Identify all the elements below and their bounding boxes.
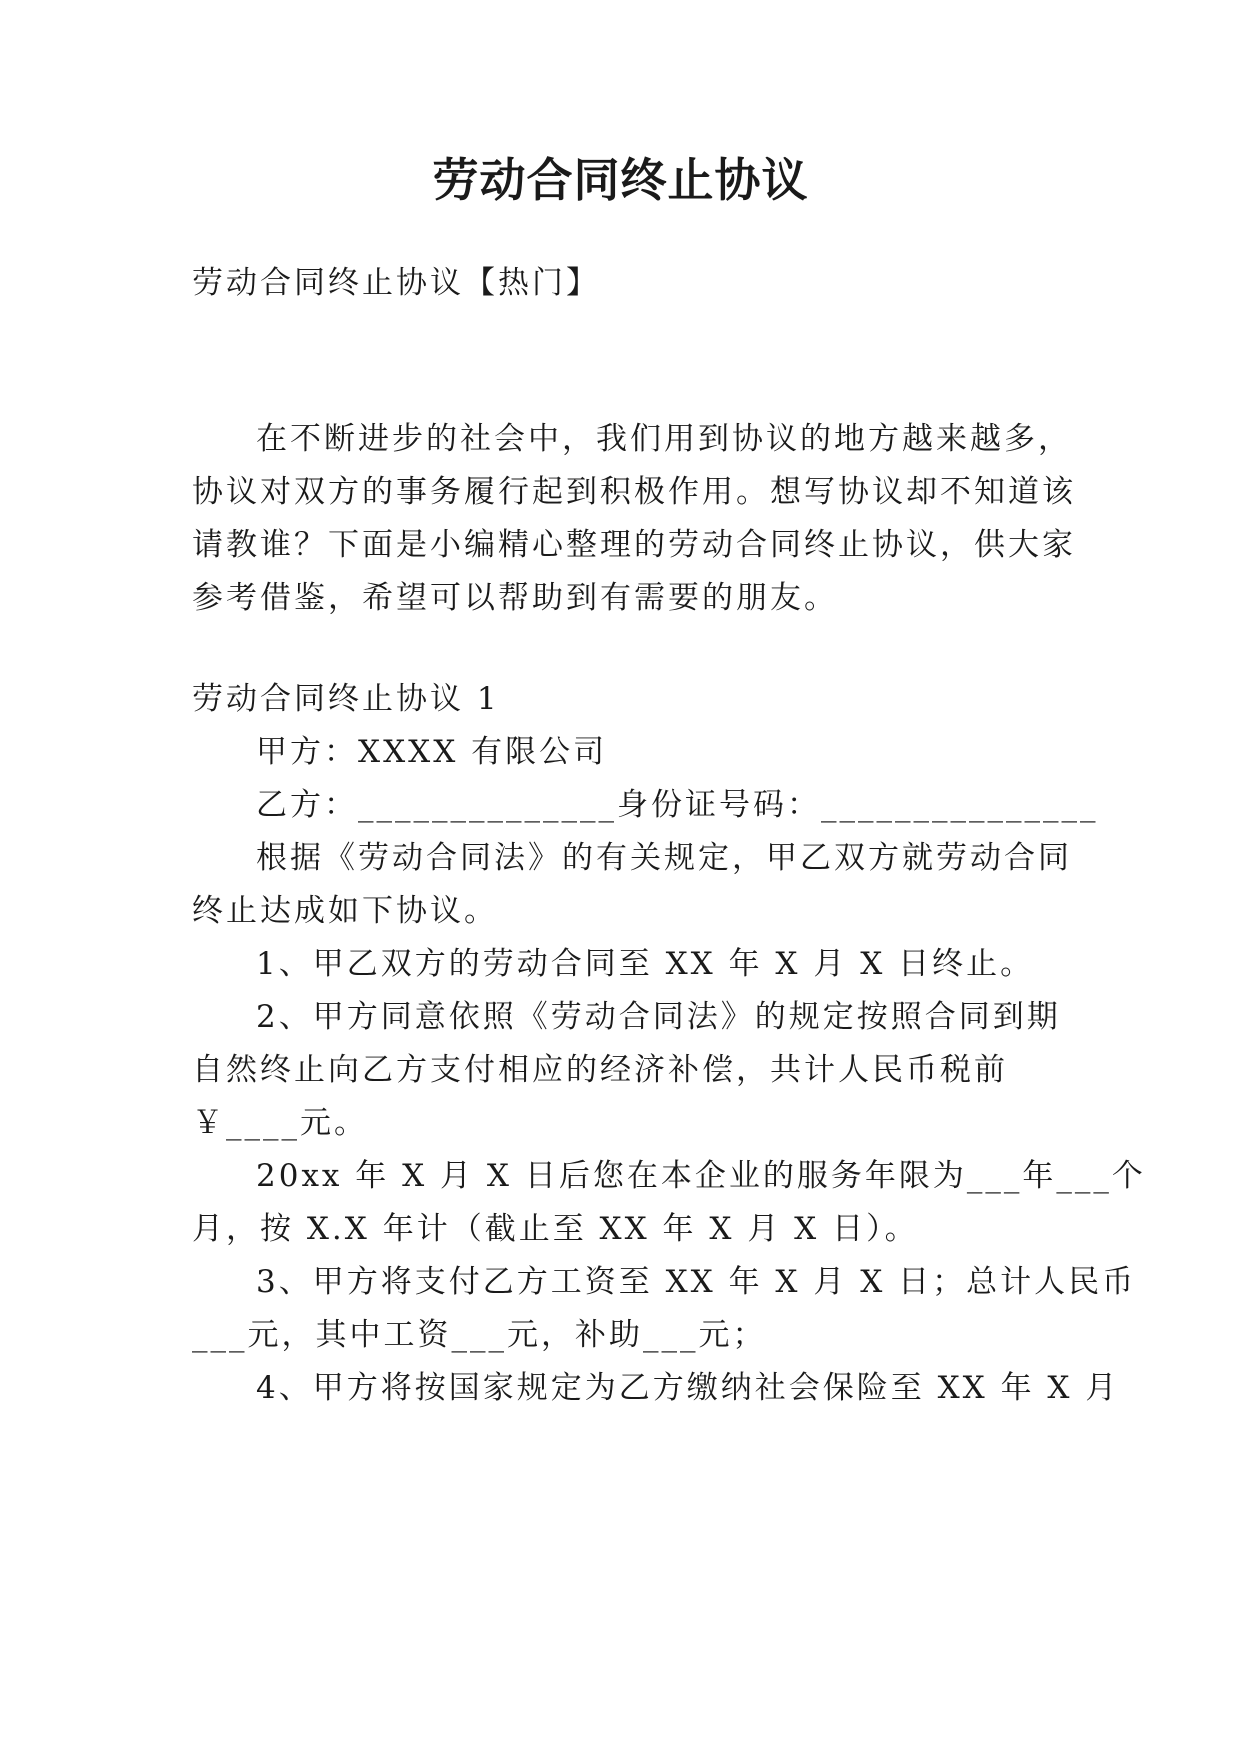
party-a: 甲方：XXXX 有限公司 — [256, 734, 608, 770]
document-title: 劳动合同终止协议 — [432, 153, 809, 207]
service-line-1: 20xx 年 X 月 X 日后您在本企业的服务年限为___年___个 — [256, 1158, 1146, 1194]
item-2-line-1: 2、甲方同意依照《劳动合同法》的规定按照合同到期 — [256, 999, 1061, 1035]
party-b: 乙方：______________身份证号码：_______________ — [256, 787, 1099, 823]
service-line-2: 月，按 X.X 年计（截止至 XX 年 X 月 X 日）。 — [192, 1211, 919, 1247]
item-3-line-2: ___元，其中工资___元，补助___元； — [192, 1317, 767, 1353]
intro-line-2: 协议对双方的事务履行起到积极作用。想写协议却不知道该 — [192, 474, 1076, 510]
item-2-line-3: ￥____元。 — [192, 1105, 368, 1141]
intro-line-3: 请教谁？下面是小编精心整理的劳动合同终止协议，供大家 — [192, 527, 1076, 563]
document-subtitle: 劳动合同终止协议【热门】 — [192, 265, 600, 301]
basis-line-2: 终止达成如下协议。 — [192, 893, 498, 929]
item-2-line-2: 自然终止向乙方支付相应的经济补偿，共计人民币税前 — [192, 1052, 1008, 1088]
intro-line-1: 在不断进步的社会中，我们用到协议的地方越来越多， — [256, 421, 1072, 457]
item-4-line-1: 4、甲方将按国家规定为乙方缴纳社会保险至 XX 年 X 月 — [256, 1370, 1120, 1406]
intro-line-4: 参考借鉴，希望可以帮助到有需要的朋友。 — [192, 580, 838, 616]
item-1: 1、甲乙双方的劳动合同至 XX 年 X 月 X 日终止。 — [256, 946, 1035, 982]
basis-line-1: 根据《劳动合同法》的有关规定，甲乙双方就劳动合同 — [256, 840, 1072, 876]
section-heading: 劳动合同终止协议 1 — [192, 681, 500, 717]
item-3-line-1: 3、甲方将支付乙方工资至 XX 年 X 月 X 日；总计人民币 — [256, 1264, 1137, 1300]
